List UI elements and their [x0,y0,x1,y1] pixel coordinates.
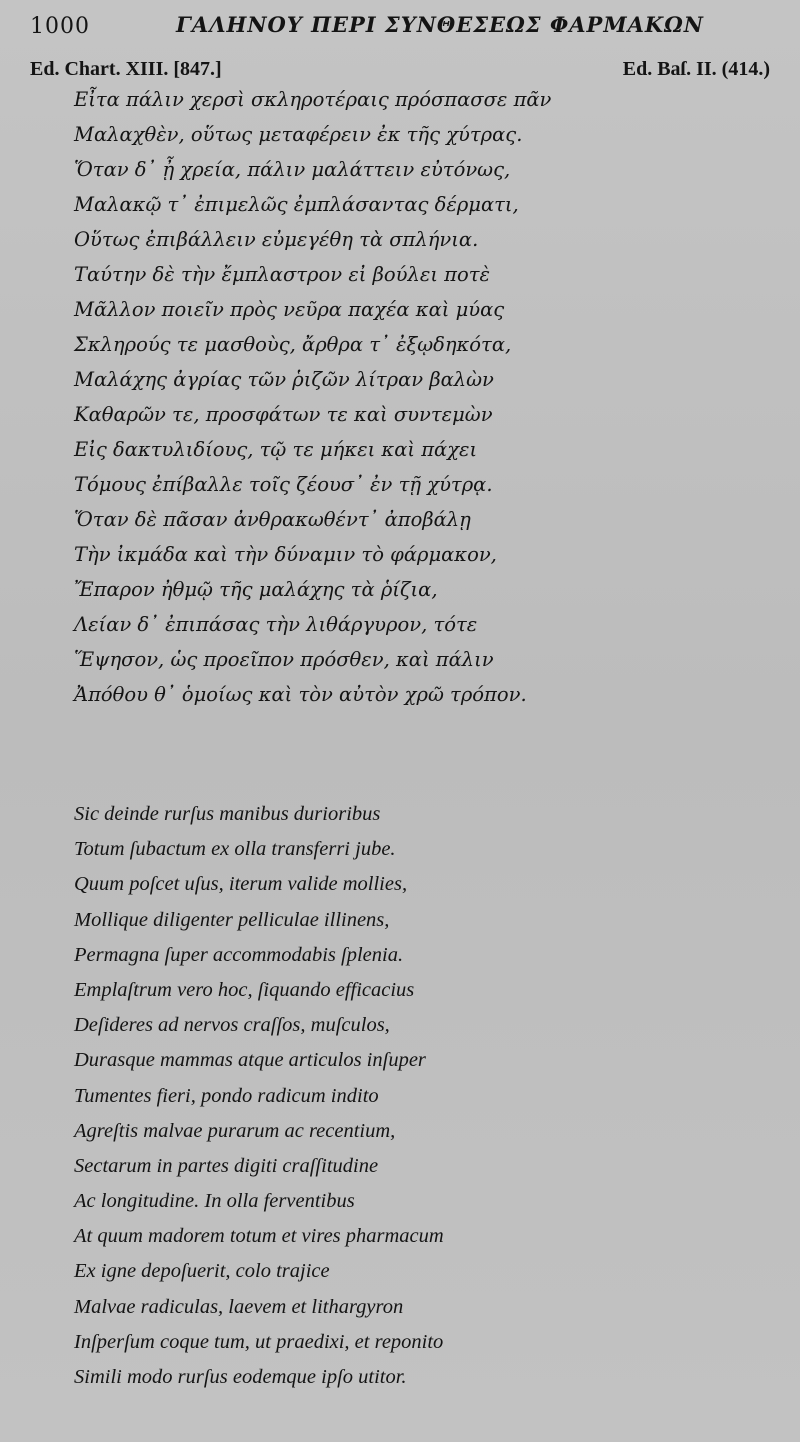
latin-verse-line: Inſperſum coque tum, ut praedixi, et reponito [74,1330,444,1353]
page-header [30,8,780,48]
greek-verse-line: Ἔπαρον ἠθμῷ τῆς μαλάχης τὰ ῥίζια, [74,578,438,601]
running-title: ΓΑΛΗΝΟΥ ΠΕΡΙ ΣΥΝΘΕΣΕΩΣ ΦΑΡΜΑΚΩΝ [176,12,704,37]
greek-verse-line: Σκληρούς τε μασθοὺς, ἄρθρα τ᾽ ἐξῳδηκότα, [74,333,512,356]
latin-verse-line: Ex igne depoſuerit, colo trajice [74,1260,330,1283]
greek-verse-line: Ὅταν δ᾽ ᾖ χρεία, πάλιν μαλάττειν εὐτόνως, [74,158,511,181]
latin-verse-line: Agreſtis malvae purarum ac recentium, [74,1119,396,1142]
latin-verse-line: Sic deinde rurſus manibus durioribus [74,803,381,825]
latin-verse-block [74,797,754,1395]
greek-verse-line: Καθαρῶν τε, προσφάτων τε καὶ συντεμὼν [74,403,493,426]
greek-verse-line: Λείαν δ᾽ ἐπιπάσας τὴν λιθάργυρον, τότε [74,613,478,636]
latin-verse-line: Sectarum in partes digiti craſſitudine [74,1154,379,1177]
latin-verse-line: At quum madorem totum et vires pharmacum [74,1225,444,1248]
latin-verse-line: Deſideres ad nervos craſſos, muſculos, [74,1014,390,1037]
greek-verse-line: Μαλαχθὲν, οὕτως μεταφέρειν ἐκ τῆς χύτρας. [74,123,523,146]
latin-verse-line: Mollique diligenter pelliculae illinens, [74,908,390,931]
greek-verse-line: Οὕτως ἐπιβάλλειν εὐμεγέθη τὰ σπλήνια. [74,228,479,251]
latin-verse-line: Durasque mammas atque articulos inſuper [74,1049,426,1072]
latin-verse-line: Quum poſcet uſus, iterum valide mollies, [74,873,408,896]
greek-verse-line: Ὅταν δὲ πᾶσαν ἀνθρακωθέντ᾽ ἀποβάλῃ [74,508,471,531]
greek-verse-line: Μαλακῷ τ᾽ ἐπιμελῶς ἐμπλάσαντας δέρματι, [74,193,519,216]
greek-verse-block [74,82,754,712]
latin-verse-line: Tumentes fieri, pondo radicum indito [74,1084,379,1107]
greek-verse-line: Μᾶλλον ποιεῖν πρὸς νεῦρα παχέα καὶ μύας [74,298,505,321]
greek-verse-line: Εἰς δακτυλιδίους, τῷ τε μήκει καὶ πάχει [74,438,478,461]
latin-verse-line: Totum ſubactum ex olla transferri jube. [74,838,396,861]
greek-verse-line: Εἶτα πάλιν χερσὶ σκληροτέραις πρόσπασσε πᾶν [74,88,552,111]
latin-verse-line: Simili modo rurſus eodemque ipſo utitor. [74,1366,407,1388]
edition-reference-basel: Ed. Baſ. II. (414.) [622,58,770,80]
latin-verse-line: Emplaſtrum vero hoc, ſiquando efficacius [74,978,415,1001]
greek-verse-line: Ταύτην δὲ τὴν ἔμπλαστρον εἰ βούλει ποτὲ [74,263,490,286]
greek-verse-line: Μαλάχης ἀγρίας τῶν ῥιζῶν λίτραν βαλὼν [74,368,494,391]
greek-verse-line: Ἕψησον, ὡς προεῖπον πρόσθεν, καὶ πάλιν [74,648,494,671]
page-number: 1000 [30,14,90,39]
edition-reference-chart: Ed. Chart. XIII. [847.] [30,58,222,80]
greek-verse-line: Τόμους ἐπίβαλλε τοῖς ζέουσ᾽ ἐν τῇ χύτρᾳ. [74,473,493,496]
latin-verse-line: Ac longitudine. In olla ferventibus [74,1190,355,1213]
greek-verse-line: Ἀπόθου θ᾽ ὁμοίως καὶ τὸν αὐτὸν χρῶ τρόπον. [74,683,527,706]
greek-verse-line: Τὴν ἰκμάδα καὶ τὴν δύναμιν τὸ φάρμακον, [74,543,497,566]
latin-verse-line: Permagna ſuper accommodabis ſplenia. [74,943,404,966]
latin-verse-line: Malvae radiculas, laevem et lithargyron [74,1295,404,1318]
